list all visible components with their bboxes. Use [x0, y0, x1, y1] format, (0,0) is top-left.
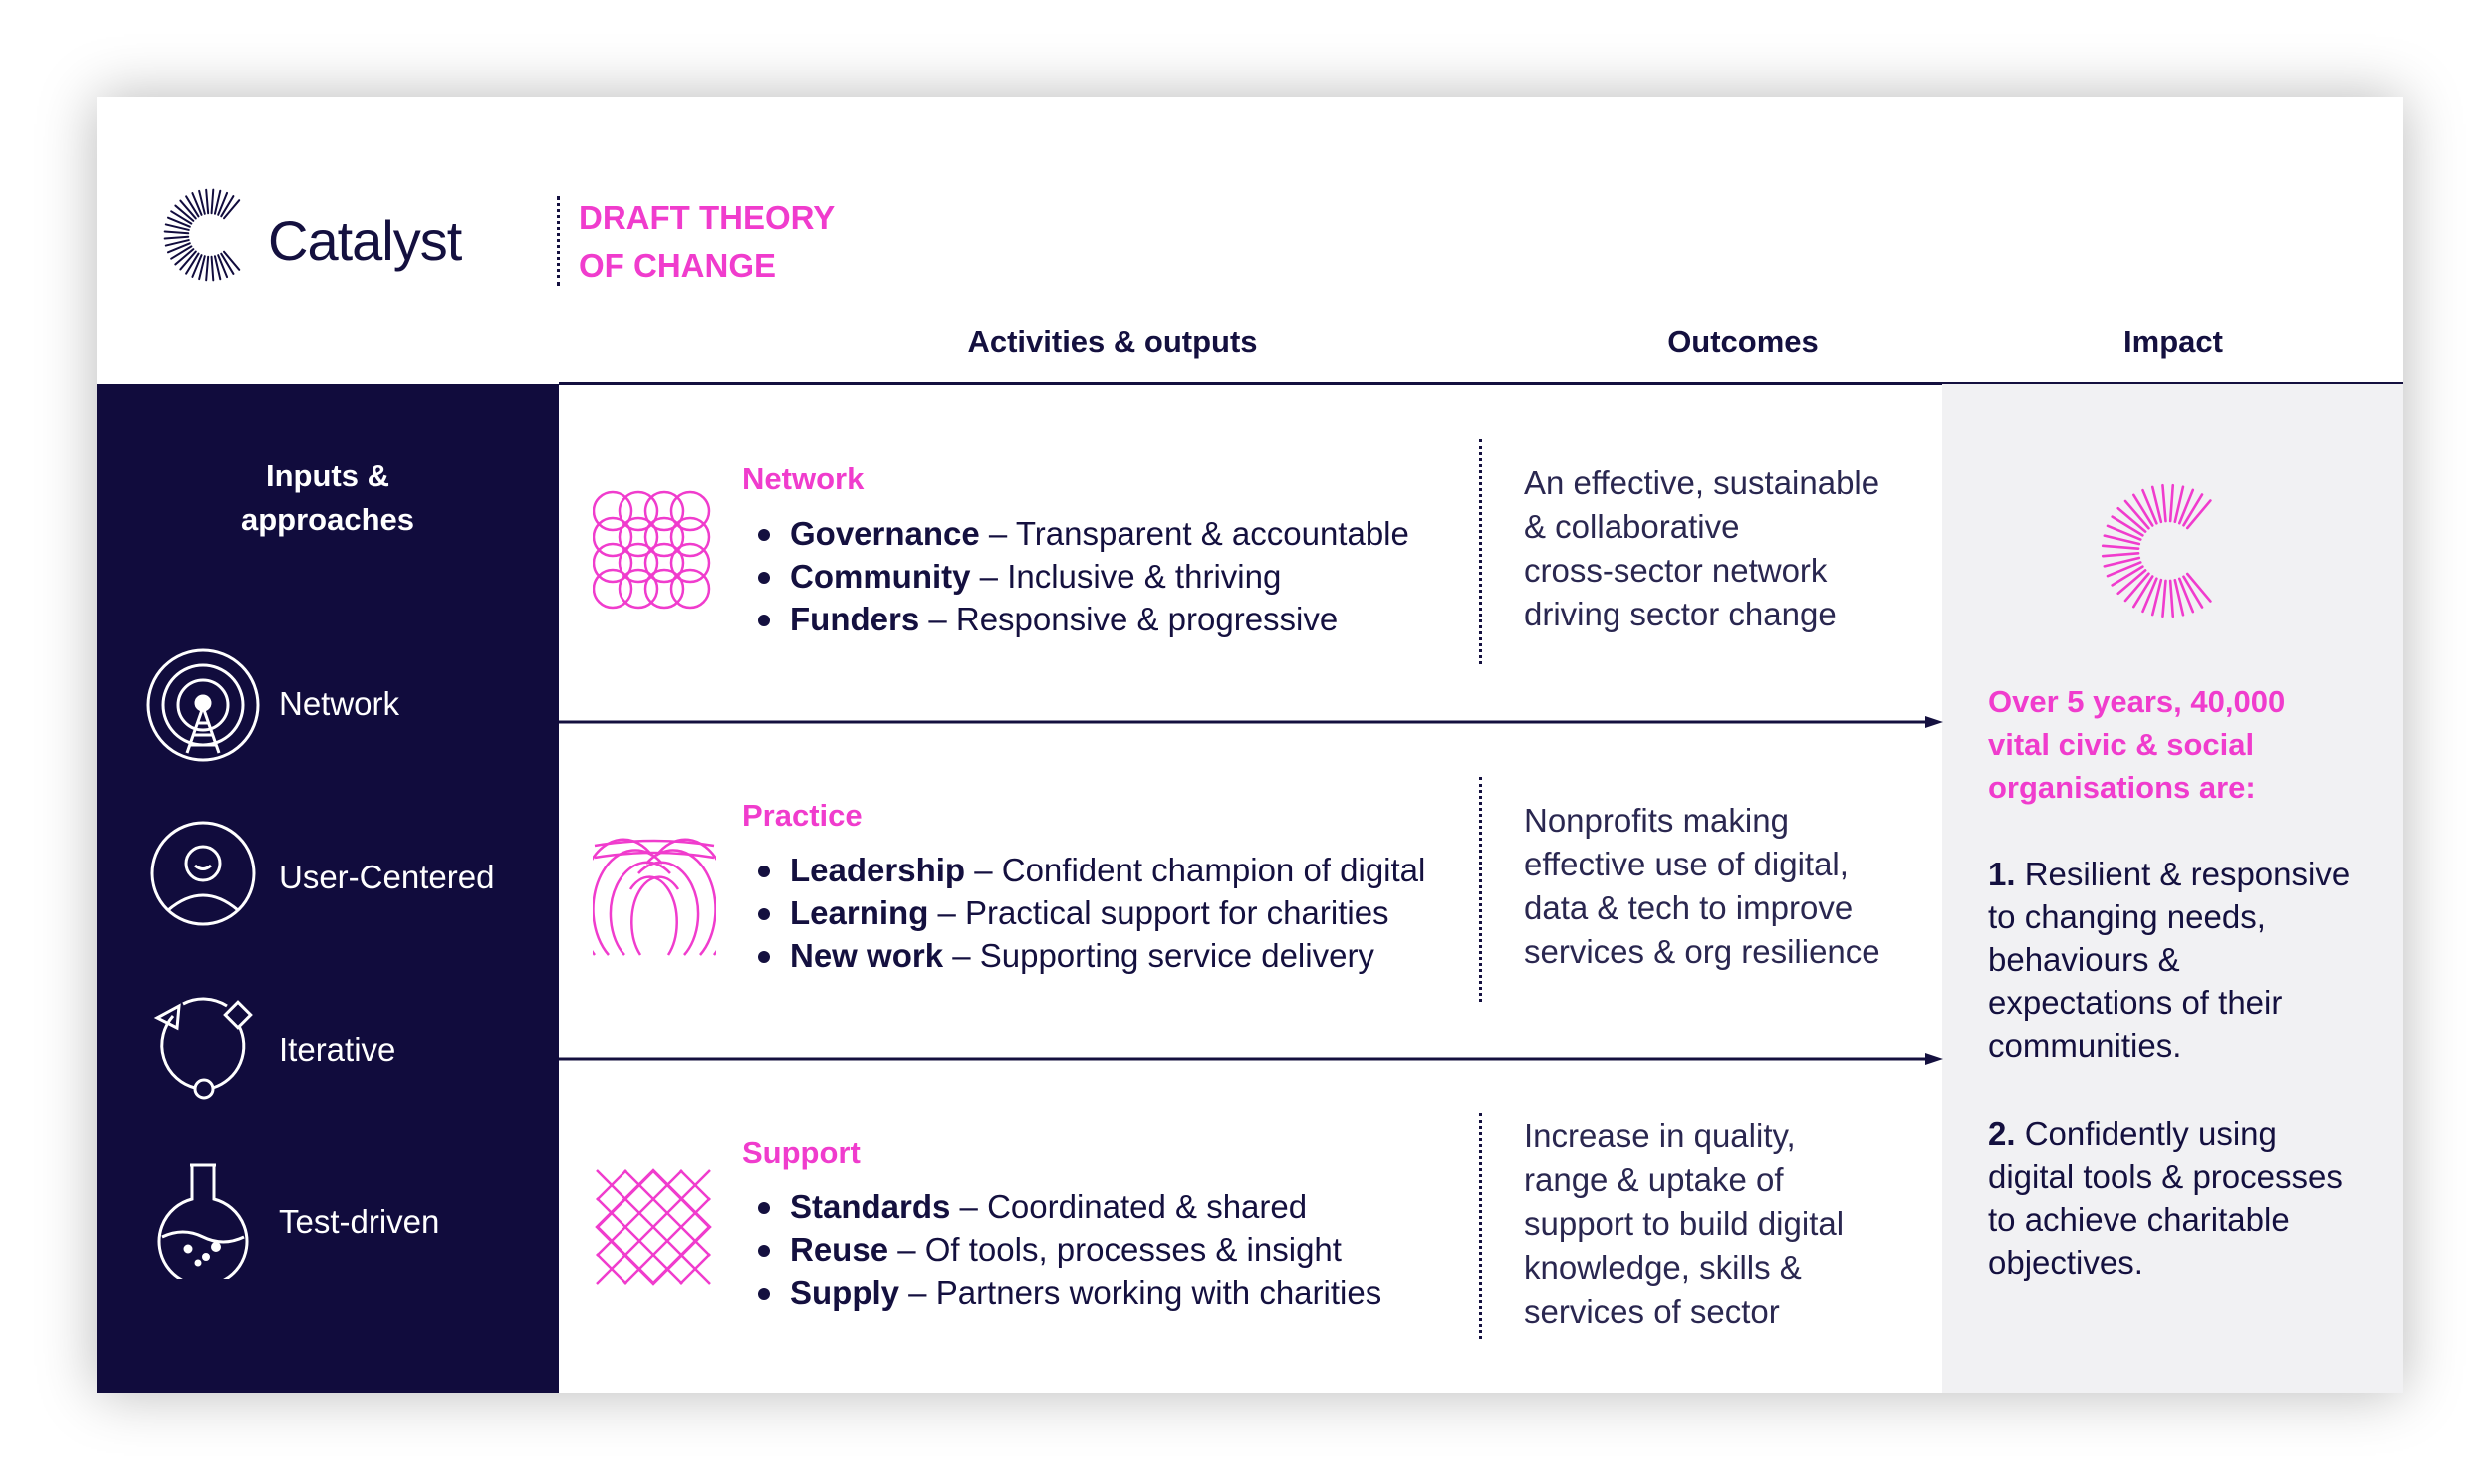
- column-heading-activities: Activities & outputs: [967, 324, 1258, 359]
- network-bullet-list: [754, 512, 1409, 640]
- row-title-practice: Practice: [742, 798, 863, 833]
- list-item: Reuse – Of tools, processes & insight: [754, 1228, 1381, 1271]
- row-arrow-2: [559, 1049, 1943, 1069]
- list-item: Learning – Practical support for charities: [754, 891, 1425, 934]
- list-item: Governance – Transparent & accountable: [754, 512, 1409, 555]
- sidebar-item-user-centered: User-Centered: [279, 859, 495, 895]
- outcome-practice: Nonprofits making effective use of digital, data & tech to improve services & org resilience: [1524, 802, 1880, 970]
- list-item: Leadership – Confident champion of digital: [754, 849, 1425, 891]
- outcome-support: Increase in quality, range & uptake of support to build digital knowledge, skills & services of sector: [1524, 1117, 1845, 1330]
- outcome-network: An effective, sustainable & collaborative cross-sector network driving sector change: [1524, 464, 1880, 632]
- catalyst-logo-icon: [160, 180, 260, 290]
- row-arrow-1: [559, 712, 1943, 732]
- circle-grid-icon: [593, 489, 716, 613]
- sidebar-item-test-driven: Test-driven: [279, 1203, 440, 1240]
- list-item: New work – Supporting service delivery: [754, 934, 1425, 977]
- diagonal-lattice-icon: [595, 1168, 712, 1286]
- list-item: Supply – Partners working with charities: [754, 1271, 1381, 1314]
- radar-tower-icon: [143, 645, 263, 765]
- impact-lead: Over 5 years, 40,000 vital civic & social organisations are:: [1988, 684, 2286, 805]
- theory-of-change-card: [97, 97, 2403, 1393]
- flask-icon: [148, 1159, 258, 1279]
- list-item: Funders – Responsive & progressive: [754, 598, 1409, 640]
- catalyst-mark-icon: [2099, 479, 2238, 622]
- row-title-support: Support: [742, 1135, 861, 1170]
- impact-point-2-number: 2.: [1988, 1115, 2016, 1152]
- sidebar-heading: [97, 454, 559, 542]
- brand-name: Catalyst: [268, 209, 462, 272]
- page-title-line2: OF CHANGE: [579, 247, 776, 284]
- user-circle-icon: [148, 819, 258, 928]
- list-item: Community – Inclusive & thriving: [754, 555, 1409, 598]
- support-bullet-list: [754, 1185, 1381, 1314]
- sidebar-heading-line2: approaches: [240, 502, 414, 537]
- row-divider-dotted: [1479, 777, 1482, 1002]
- impact-point-2: 2. Confidently using digital tools & processes to achieve charitable objectives.: [1988, 1115, 2343, 1281]
- row-divider-dotted: [1479, 1113, 1482, 1339]
- practice-bullet-list: [754, 849, 1425, 977]
- list-item: Standards – Coordinated & shared: [754, 1185, 1381, 1228]
- page-title-line1: DRAFT THEORY: [579, 199, 836, 236]
- sidebar-item-iterative: Iterative: [279, 1031, 396, 1068]
- sidebar-heading-line1: Inputs &: [266, 458, 389, 493]
- page-title: [579, 194, 835, 290]
- sidebar-item-network: Network: [279, 685, 400, 722]
- inputs-sidebar: [97, 384, 559, 1393]
- impact-point-1-number: 1.: [1988, 856, 2016, 892]
- row-divider-dotted: [1479, 439, 1482, 664]
- iteration-cycle-icon: [143, 986, 261, 1104]
- arc-mesh-icon: [593, 838, 716, 957]
- column-heading-impact: Impact: [2123, 324, 2223, 359]
- column-heading-outcomes: Outcomes: [1667, 324, 1819, 359]
- impact-point-1: 1. Resilient & responsive to changing needs, behaviours & expectations of their communities.: [1988, 856, 2351, 1064]
- row-title-network: Network: [742, 461, 865, 496]
- header-divider: [557, 196, 560, 286]
